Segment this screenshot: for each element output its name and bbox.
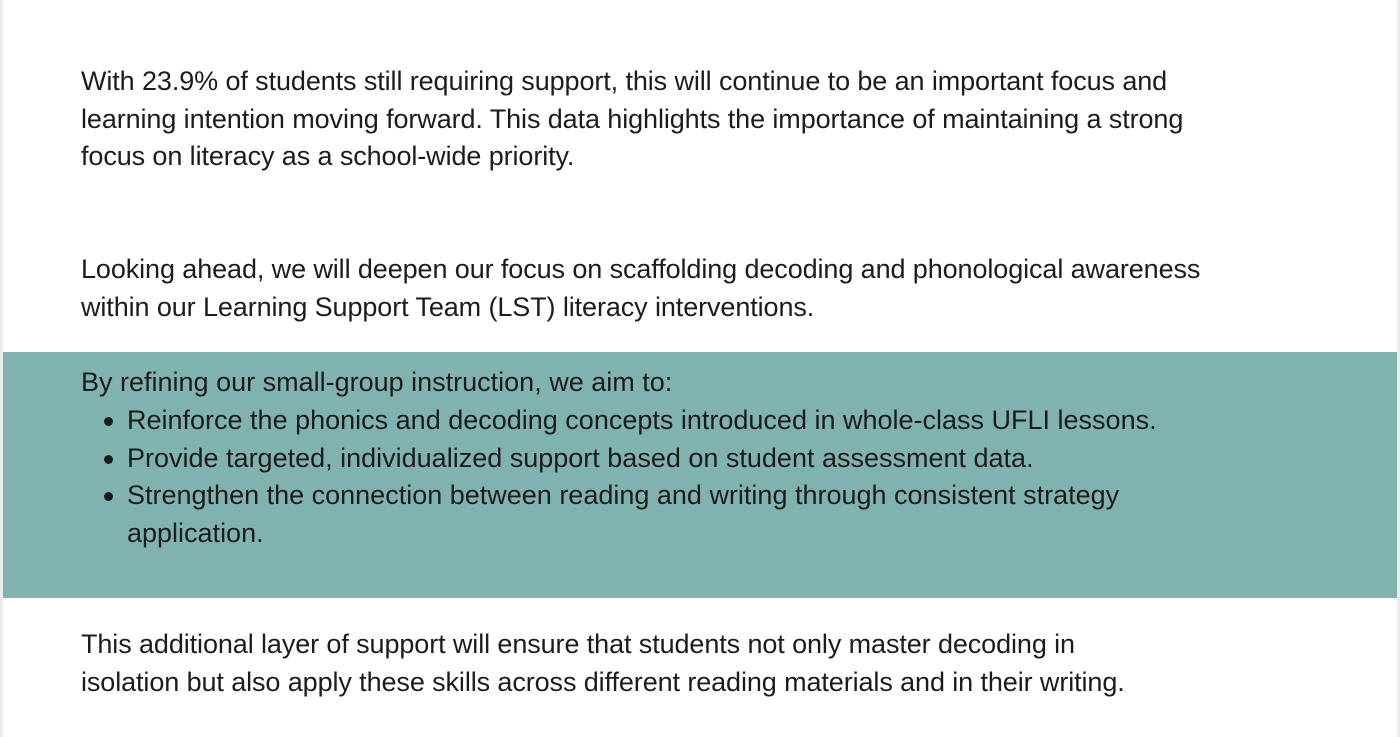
- bullet-icon: [104, 492, 113, 501]
- paragraph-looking-ahead: Looking ahead, we will deepen our focus on scaffolding decoding and phonological awareness within our Learning Support Team (LST) literacy interventions.: [81, 254, 1201, 322]
- bullet-icon: [104, 417, 113, 426]
- highlight-band: [3, 352, 1397, 598]
- list-item: [81, 402, 1281, 440]
- list-item: [81, 477, 1281, 552]
- paragraph-additional-support: This additional layer of support will ensure that students not only master decoding in isolation but also apply these skills across different reading materials and in their writing.: [81, 629, 1125, 697]
- list-item-text: Strengthen the connection between reading and writing through consistent strategy application.: [127, 480, 1120, 548]
- list-item-text: Reinforce the phonics and decoding concepts introduced in whole-class UFLI lessons.: [127, 405, 1157, 435]
- aims-list: [81, 402, 1281, 552]
- bullet-icon: [104, 455, 113, 464]
- highlight-intro: By refining our small-group instruction, we aim to:: [81, 367, 673, 397]
- paragraph-support-focus: With 23.9% of students still requiring support, this will continue to be an important focus and learning intention moving forward. This data highlights the importance of maintaining a strong focus on literacy as a school-wide priority.: [81, 66, 1184, 172]
- list-item-text: Provide targeted, individualized support based on student assessment data.: [127, 442, 1034, 473]
- list-item: [81, 440, 1281, 478]
- document-page: [3, 0, 1397, 737]
